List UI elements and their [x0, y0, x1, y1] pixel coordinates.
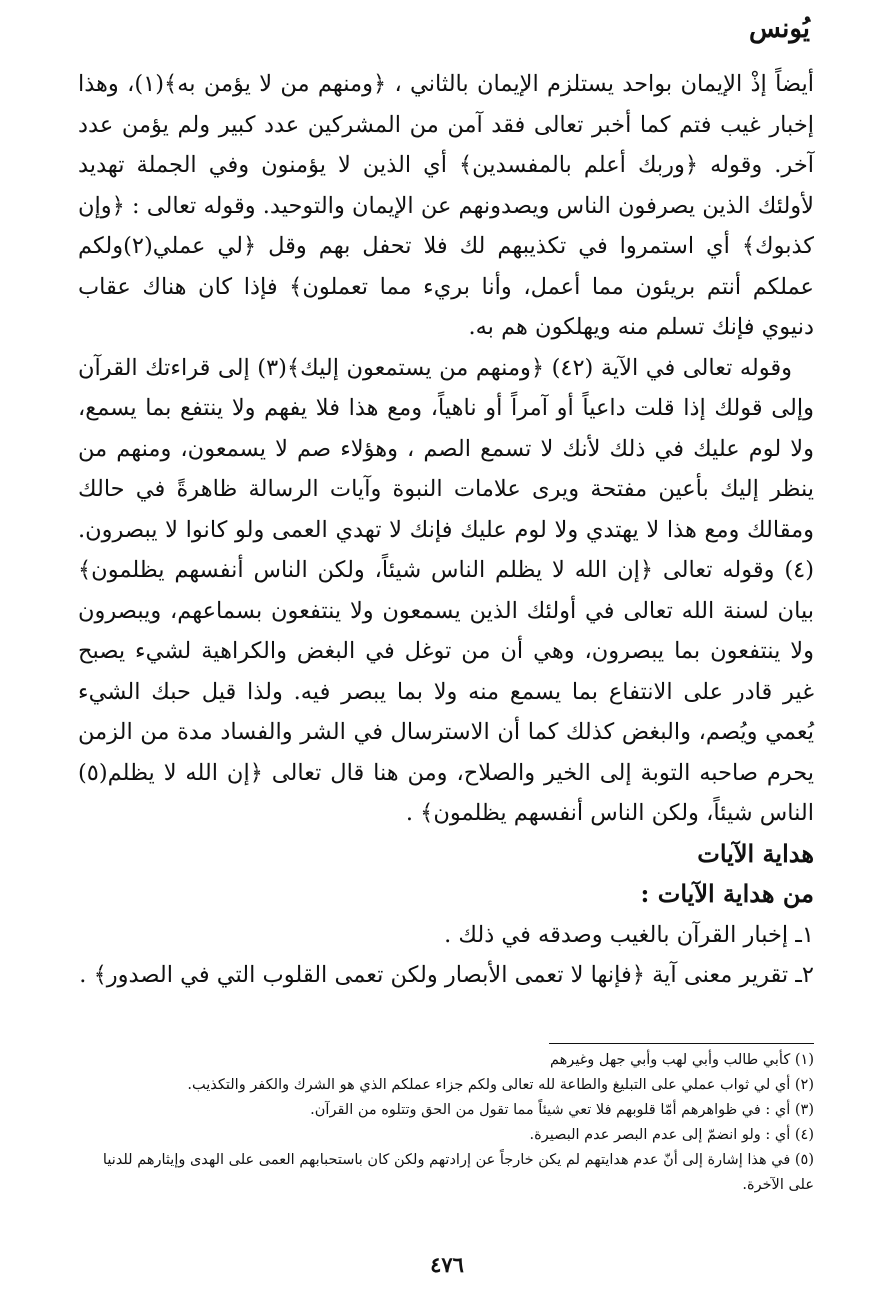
surah-title: يُونس: [748, 14, 810, 44]
list-item-1: ١ـ إخبار القرآن بالغيب وصدقه في ذلك .: [444, 921, 814, 948]
footnote-2: (٢) أي لي ثواب عملي على التبليغ والطاعة لله تعالى ولكم جزاء عملكم الذي هو الشرك والكفر والتكذيب.: [187, 1077, 814, 1093]
paragraph-2: وقوله تعالى في الآية (٤٢) ﴿ومنهم من يستمعون إليك﴾(٣) إلى قراءتك القرآن وإلى قولك إذا قلت داعياً أو آمراً أو ناهياً، ومع هذا فلا يفهم ولا ينتفع بما يسمع، ولا لوم عليك في ذلك لأنك لا تسمع الصم ، وهؤلاء صم لا يسمعون، ومنهم من ينظر إليك بأعين مفتحة ويرى علامات النبوة وآيات الرسالة ظاهرةً في حالك ومقالك ومع هذا لا يهتدي ولا لوم عليك فإنك لا تهدي العمى ولو كانوا لا يبصرون.(٤) وقوله تعالى ﴿إن الله لا يظلم الناس شيئاً، ولكن الناس أنفسهم يظلمون﴾ بيان لسنة الله تعالى في أولئك الذين يسمعون ولا ينتفعون بسماعهم، ويبصرون ولا ينتفعون بما يبصرون، وهي أن من توغل في البغض والكراهية لشيء يصبح غير قادر على الانتفاع بما يسمع منه ولا بما يبصر فيه. ولذا قيل حبك الشيء يُعمي ويُصم، والبغض كذلك كما أن الاسترسال في الشر والفساد مدة من الزمن يحرم صاحبه التوبة إلى الخير والصلاح، ومن هنا قال تعالى ﴿إن الله لا يظلم(٥) الناس شيئاً، ولكن الناس أنفسهم يظلمون﴾ .: [78, 354, 814, 826]
footnote-5: (٥) في هذا إشارة إلى أنّ عدم هدايتهم لم يكن خارجاً عن إرادتهم ولكن كان باستحبابهم العمى على الهدى وإيثارهم للدنيا على الآخرة.: [102, 1152, 814, 1193]
section-heading: هداية الآيات: [697, 838, 814, 868]
section-subheading: من هداية الآيات :: [640, 879, 814, 908]
list-item-2: ٢ـ تقرير معنى آية ﴿فإنها لا تعمى الأبصار ولكن تعمى القلوب التي في الصدور﴾ .: [79, 962, 814, 988]
footnote-4: (٤) أي : ولو انضمّ إلى عدم البصر عدم البصيرة.: [529, 1127, 814, 1143]
main-text: [78, 64, 814, 996]
footnote-1: (١) كأبي طالب وأبي لهب وأبي جهل وغيرهم: [550, 1052, 814, 1068]
footnotes: [78, 1048, 814, 1198]
page-number: ٤٧٦: [430, 1252, 464, 1277]
footnote-separator: [549, 1043, 814, 1044]
paragraph-1: أيضاً إذْ الإيمان بواحد يستلزم الإيمان بالثاني ، ﴿ومنهم من لا يؤمن به﴾(١)، وهذا إخبار غيب فتم كما أخبر تعالى فقد آمن من المشركين عدد كبير ولم يؤمن عدد آخر. وقوله ﴿وربك أعلم بالمفسدين﴾ أي الذين لا يؤمنون وفي الجملة تهديد لأولئك الذين يصرفون الناس ويصدونهم عن الإيمان والتوحيد. وقوله تعالى : ﴿وإن كذبوك﴾ أي استمروا في تكذيبهم لك فلا تحفل بهم وقل ﴿لي عملي(٢)ولكم عملكم أنتم بريئون مما أعمل، وأنا بريء مما تعملون﴾ فإذا كان هناك عقاب دنيوي فإنك تسلم منه ويهلكون هم به.: [78, 71, 814, 340]
footnote-3: (٣) أي : في ظواهرهم أمّا قلوبهم فلا تعي شيئاً مما تقول من الحق وتتلوه من القرآن.: [310, 1102, 814, 1118]
